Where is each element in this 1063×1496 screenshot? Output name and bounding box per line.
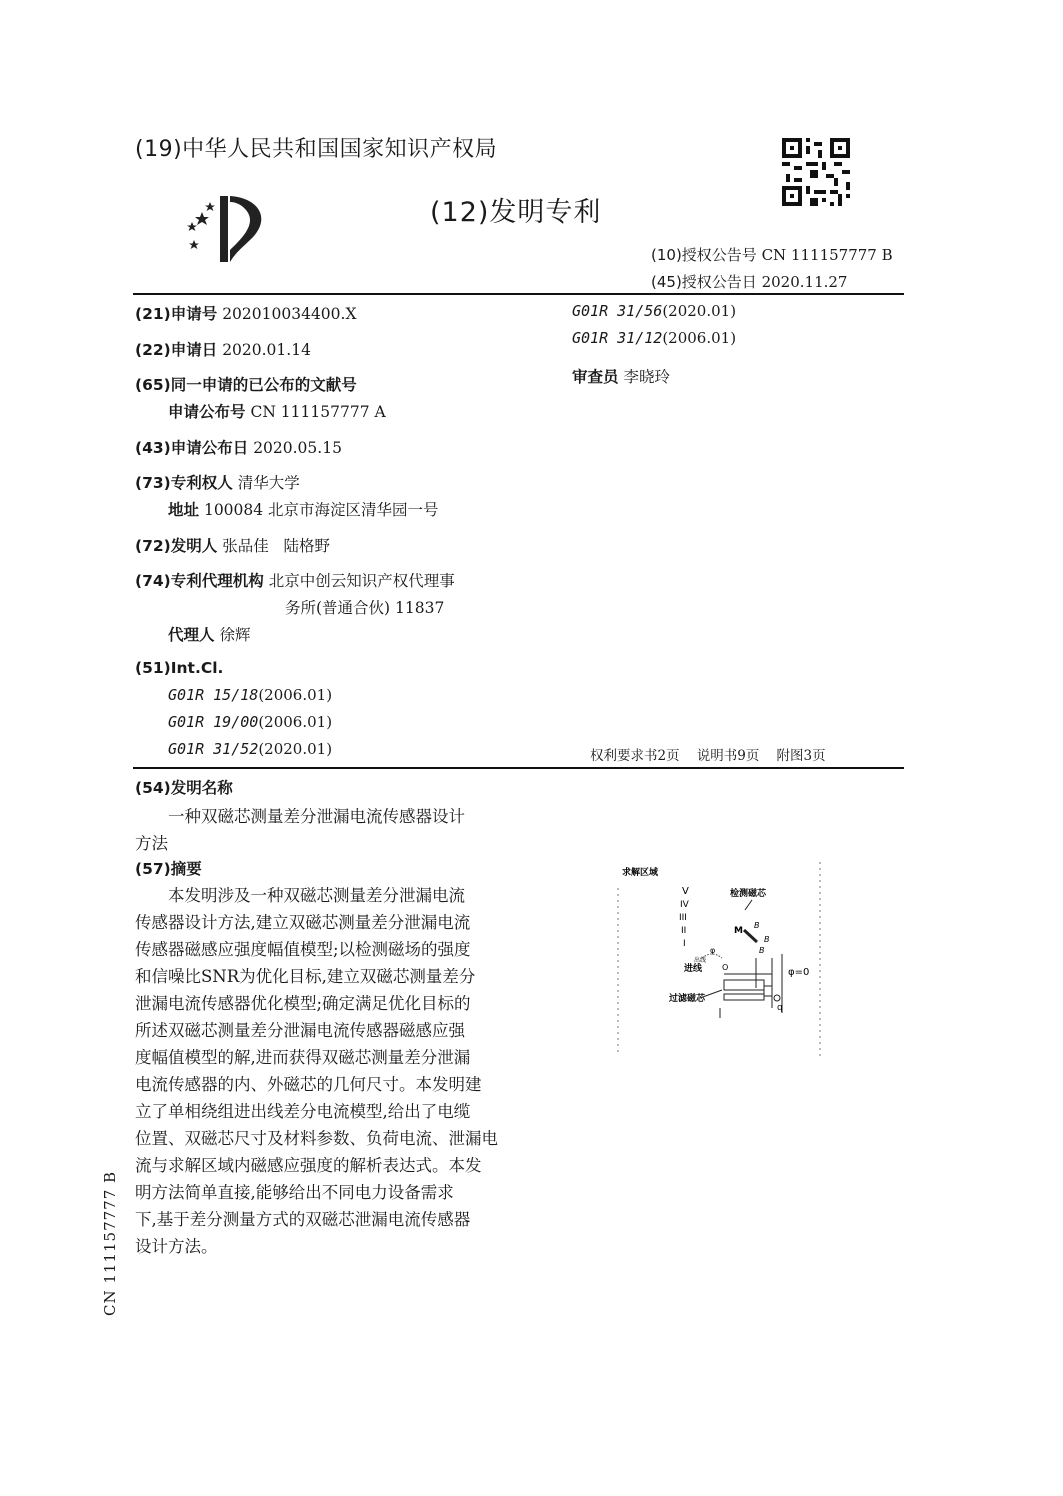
ipc-version: (2006.01) — [662, 329, 737, 347]
top-divider — [133, 293, 904, 295]
ipc-code: G01R 31/12 — [572, 329, 663, 347]
abstract-line: 传感器磁感应强度幅值模型;以检测磁场的强度 — [135, 940, 471, 959]
address-row — [168, 498, 439, 520]
origin-label: O — [722, 963, 729, 972]
abstract-line: 立了单相绕组进出线差分电流模型,给出了电缆 — [135, 1102, 471, 1121]
ipc-code: G01R 19/00 — [168, 713, 259, 731]
roman-label: I — [683, 939, 686, 949]
ipc-version: (2020.01) — [662, 302, 737, 320]
prior-publication-number-value: CN 111157777 A — [250, 403, 386, 421]
bphi-label: B — [759, 946, 765, 955]
publication-date-row — [135, 436, 342, 458]
invention-title-line2: 方法 — [135, 834, 168, 853]
agent-row — [168, 623, 250, 645]
qr-code-icon — [782, 138, 850, 206]
abstract-line: 下,基于差分测量方式的双磁芯泄漏电流传感器 — [135, 1210, 471, 1229]
int-cl-label: (51)Int.Cl. — [135, 659, 224, 677]
application-date-row — [135, 338, 311, 360]
abstract-line: 明方法简单直接,能够给出不同电力设备需求 — [135, 1183, 454, 1202]
filter-core-label: 过滤磁芯 — [669, 994, 706, 1004]
office-name: (19)中华人民共和国国家知识产权局 — [135, 137, 498, 162]
abstract-line: 流与求解区域内磁感应强度的解析表达式。本发 — [135, 1156, 482, 1175]
page-count-info: 权利要求书2页 说明书9页 附图3页 — [590, 748, 826, 764]
grant-date-row — [651, 271, 847, 292]
patentee-label: (73)专利权人 — [135, 474, 233, 492]
agency-row-cont — [285, 596, 444, 618]
prior-publication-heading — [135, 373, 357, 395]
title-label: (54)发明名称 — [135, 779, 233, 797]
grant-date-value: 2020.11.27 — [761, 273, 848, 291]
ipc-code: G01R 31/56 — [572, 302, 663, 320]
prior-publication-number-label: 申请公布号 — [168, 403, 246, 421]
cnipa-logo — [180, 190, 275, 265]
patentee-row — [135, 471, 300, 493]
detect-core-outline — [764, 986, 772, 996]
publication-date-value: 2020.05.15 — [253, 439, 342, 457]
application-date-value: 2020.01.14 — [222, 341, 311, 359]
application-date-label: (22)申请日 — [135, 341, 218, 359]
abstract-line: 电流传感器的内、外磁芯的几何尺寸。本发明建 — [135, 1075, 482, 1094]
phi-zero-label: φ=0 — [788, 967, 810, 978]
abstract-label: (57)摘要 — [135, 860, 202, 878]
roman-label: II — [681, 926, 687, 936]
title-heading — [135, 776, 233, 798]
document-type-title: (12)发明专利 — [430, 197, 602, 228]
application-number-row — [135, 302, 357, 324]
b1-label: B — [754, 921, 760, 930]
q-label: q — [777, 1003, 783, 1013]
agency-value-line1: 北京中创云知识产权代理事 — [268, 572, 455, 590]
abstract-line: 本发明涉及一种双磁芯测量差分泄漏电流 — [168, 886, 465, 905]
examiner-label: 审查员 — [572, 368, 619, 386]
ipc-item — [168, 740, 332, 758]
address-label: 地址 — [168, 501, 200, 519]
ipc-version: (2006.01) — [258, 686, 333, 704]
invention-title-line1: 一种双磁芯测量差分泄漏电流传感器设计 — [168, 807, 465, 826]
ipc-code: G01R 15/18 — [168, 686, 259, 704]
side-publication-number: CN 111157777 B — [101, 1170, 119, 1316]
abstract-heading — [135, 857, 202, 879]
leader-line — [745, 900, 752, 910]
measurement-point — [774, 995, 780, 1001]
filter-core-outline — [724, 980, 764, 990]
b-label: B — [764, 935, 770, 944]
ipc-version: (2020.01) — [258, 740, 333, 758]
abstract-line: 泄漏电流传感器优化模型;确定满足优化目标的 — [135, 994, 471, 1013]
solution-region-label: 求解区域 — [622, 868, 659, 878]
abstract-line: 传感器设计方法,建立双磁芯测量差分泄漏电流 — [135, 913, 471, 932]
patentee-value: 清华大学 — [237, 474, 300, 492]
prior-publication-label: (65)同一申请的已公布的文献号 — [135, 376, 357, 394]
filter-core-outline — [724, 994, 764, 1000]
grant-number-label: (10)授权公告号 — [651, 246, 757, 264]
roman-label: III — [679, 913, 687, 923]
abstract-line: 位置、双磁芯尺寸及材料参数、负荷电流、泄漏电 — [135, 1129, 498, 1148]
ipc-item — [572, 329, 736, 347]
phi-label: φ — [710, 946, 716, 955]
agency-value-line2: 务所(普通合伙) 11837 — [285, 599, 445, 617]
roman-label: V — [682, 886, 689, 897]
ipc-version: (2006.01) — [258, 713, 333, 731]
agent-value: 徐辉 — [219, 626, 251, 644]
inventors-value: 张品佳 陆格野 — [222, 537, 330, 555]
grant-date-label: (45)授权公告日 — [651, 273, 757, 291]
ipc-code: G01R 31/52 — [168, 740, 259, 758]
detect-core-label: 检测磁芯 — [730, 889, 767, 899]
middle-divider — [133, 767, 904, 769]
abstract-line: 设计方法。 — [135, 1237, 218, 1256]
examiner-row — [572, 365, 670, 387]
out-line-label: 出线 — [694, 957, 707, 964]
address-value: 100084 北京市海淀区清华园一号 — [203, 501, 439, 519]
application-number-label: (21)申请号 — [135, 305, 218, 323]
agency-label: (74)专利代理机构 — [135, 572, 264, 590]
int-cl-row — [135, 659, 223, 677]
application-number-value: 202010034400.X — [222, 305, 357, 323]
grant-number-row — [651, 244, 893, 265]
m-label: M — [734, 926, 743, 936]
abstract-line: 度幅值模型的解,进而获得双磁芯测量差分泄漏 — [135, 1048, 471, 1067]
examiner-value: 李晓玲 — [623, 368, 670, 386]
publication-date-label: (43)申请公布日 — [135, 439, 249, 457]
abstract-line: 所述双磁芯测量差分泄漏电流传感器磁感应强 — [135, 1021, 465, 1040]
abstract-figure — [612, 858, 827, 1058]
prior-publication-row — [168, 400, 386, 422]
grant-number-value: CN 111157777 B — [761, 246, 893, 264]
inventors-label: (72)发明人 — [135, 537, 218, 555]
agent-label: 代理人 — [168, 626, 215, 644]
ipc-item — [572, 302, 736, 320]
field-vector-arrow — [744, 930, 757, 942]
in-line-label: 进线 — [684, 964, 703, 974]
inventors-row — [135, 534, 330, 556]
abstract-line: 和信噪比SNR为优化目标,建立双磁芯测量差分 — [135, 967, 476, 986]
roman-label: IV — [680, 900, 689, 910]
ipc-item — [168, 686, 332, 704]
ipc-item — [168, 713, 332, 731]
agency-row — [135, 569, 455, 591]
